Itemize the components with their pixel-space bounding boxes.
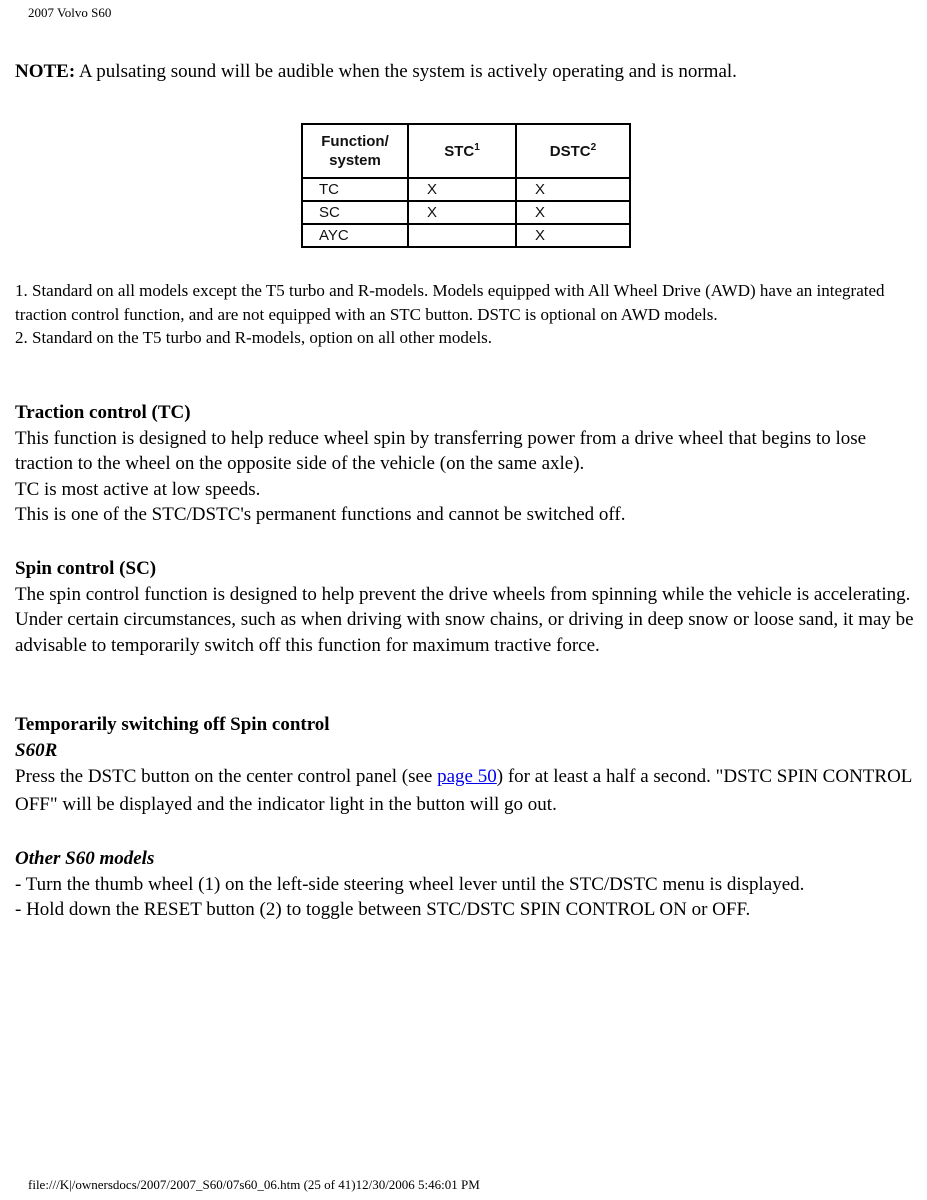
table-row: [302, 178, 630, 201]
table-cell-function: AYC: [302, 224, 408, 247]
spin-control-heading: Spin control (SC): [15, 558, 157, 579]
other-models-step: - Hold down the RESET button (2) to toggle between STC/DSTC SPIN CONTROL ON or OFF.: [15, 899, 751, 920]
spin-control-paragraph: The spin control function is designed to help prevent the drive wheels from spinning while the vehicle is accelerating. Under certain circumstances, such as when driving with snow chains, or driving in deep snow or loose sand, it may be advisable to temporarily switch off this function for maximum tractive force.: [15, 583, 914, 656]
table-cell-dstc: X: [516, 224, 630, 247]
footnote-2: 2. Standard on the T5 turbo and R-models, option on all other models.: [15, 328, 493, 347]
traction-control-paragraph: TC is most active at low speeds.: [15, 478, 261, 500]
table-header-dstc: DSTC$^2$: [516, 124, 630, 178]
page-50-link[interactable]: page 50: [437, 766, 497, 787]
other-models-section: [15, 846, 915, 923]
s60r-paragraph: Press the DSTC button on the center control panel (see page 50) for at least a half a second. "DSTC SPIN CONTROL OFF" will be displayed and the indicator light in the button will go out.: [15, 766, 912, 815]
note-paragraph: [15, 60, 737, 84]
table-row: [302, 224, 630, 247]
traction-control-paragraph: This function is designed to help reduce wheel spin by transferring power from a drive wheel that begins to lose traction to the wheel on the opposite side of the vehicle (on the same axle).: [15, 427, 867, 474]
table-cell-dstc: X: [516, 201, 630, 224]
table-header-stc: STC$^1$: [408, 124, 516, 178]
table-cell-function: TC: [302, 178, 408, 201]
note-label: NOTE:: [15, 61, 76, 82]
other-models-step: - Turn the thumb wheel (1) on the left-side steering wheel lever until the STC/DSTC menu is displayed.: [15, 873, 805, 895]
footnotes: [15, 279, 910, 350]
table-header-function: Function/ system: [302, 124, 408, 178]
function-system-table: [301, 123, 631, 248]
table-cell-stc: X: [408, 201, 516, 224]
note-text: A pulsating sound will be audible when the system is actively operating and is normal.: [75, 61, 737, 82]
table-row: [302, 201, 630, 224]
s60r-subheading: S60R: [15, 739, 58, 761]
traction-control-paragraph: This is one of the STC/DSTC's permanent functions and cannot be switched off.: [15, 504, 626, 525]
footnote-1: 1. Standard on all models except the T5 turbo and R-models. Models equipped with All Wheel Drive (AWD) have an integrated traction control function, and are not equipped with an STC button. DSTC is optional on AWD models.: [15, 281, 885, 324]
table-cell-dstc: X: [516, 178, 630, 201]
table-cell-stc: [408, 224, 516, 247]
traction-control-heading: Traction control (TC): [15, 402, 191, 423]
temporarily-switching-heading: Temporarily switching off Spin control: [15, 714, 330, 735]
page-footer-path: file:///K|/ownersdocs/2007/2007_S60/07s60_06.htm (25 of 41)12/30/2006 5:46:01 PM: [28, 1177, 480, 1192]
page-header-title: 2007 Volvo S60: [28, 5, 112, 20]
traction-control-section: [15, 400, 915, 528]
temporarily-switching-section: [15, 712, 915, 819]
table-cell-function: SC: [302, 201, 408, 224]
table-header-row: [302, 124, 630, 178]
table-cell-stc: X: [408, 178, 516, 201]
spin-control-section: [15, 556, 915, 658]
other-models-heading: Other S60 models: [15, 848, 155, 869]
